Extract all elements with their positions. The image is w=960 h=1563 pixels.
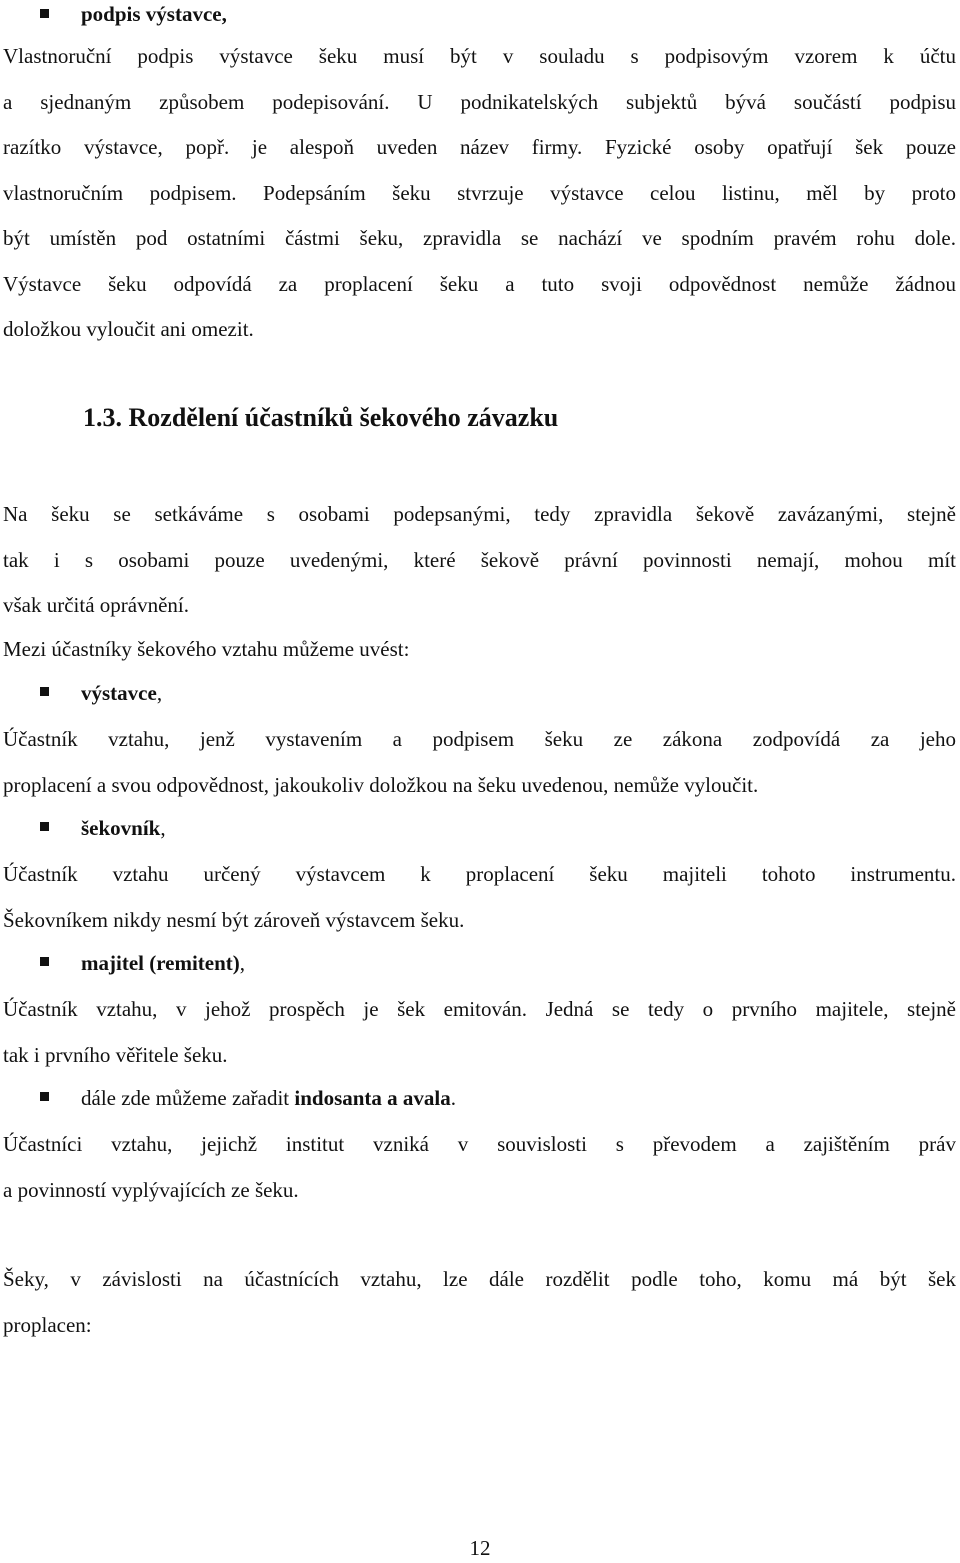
text-line: proplacení a svou odpovědnost, jakoukoliv doložkou na šeku uvedenou, nemůže vyloučit.	[3, 772, 759, 797]
page-number: 12	[469, 1536, 491, 1560]
term: šekovník	[81, 816, 161, 840]
text-line: doložkou vyloučit ani omezit.	[3, 317, 254, 341]
term-suffix: ,	[239, 951, 246, 975]
paragraph-intro	[3, 492, 956, 629]
text-line: tak i prvního věřitele šeku.	[3, 1042, 228, 1067]
text-line: být umístěn pod ostatními částmi šeku, zpravidla se nachází ve spodním pravém rohu dole.	[3, 226, 956, 250]
text-line: Účastník vztahu určený výstavcem k proplacení šeku majiteli tohoto instrumentu.	[3, 862, 956, 886]
text-line: a sjednaným způsobem podepisování. U podnikatelských subjektů bývá součástí podpisu	[3, 89, 956, 114]
term-suffix: ,	[160, 816, 166, 840]
text-line: tak i s osobami pouze uvedenými, které šekově právní povinnosti nemají, mohou mít	[3, 547, 956, 572]
text-line: Šeky, v závislosti na účastnících vztahu, lze dále rozdělit podle toho, komu má být šek	[3, 1267, 956, 1291]
text-line: však určitá oprávnění.	[3, 593, 190, 617]
term: majitel (remitent)	[81, 951, 240, 975]
text-line: Účastníci vztahu, jejichž institut vzniká v souvislosti s převodem a zajištěním práv	[3, 1132, 956, 1156]
paragraph-dale	[3, 1122, 956, 1213]
term-suffix: ,	[156, 681, 163, 705]
term: indosanta a avala	[294, 1086, 451, 1110]
text-line: Šekovníkem nikdy nesmí být zároveň výstavcem šeku.	[3, 907, 465, 932]
text-line: Výstavce šeku odpovídá za proplacení šeku a tuto svoji odpovědnost nemůže žádnou	[3, 271, 956, 296]
paragraph-majitel	[3, 987, 956, 1078]
text-line: vlastnoručním podpisem. Podepsáním šeku stvrzuje výstavce celou listinu, měl by proto	[3, 180, 956, 205]
paragraph-podpis	[3, 34, 956, 353]
bullet-item-dale	[81, 1083, 456, 1113]
square-bullet-icon	[40, 9, 49, 18]
bullet-item-majitel	[81, 948, 245, 978]
square-bullet-icon	[40, 957, 49, 966]
square-bullet-icon	[40, 1092, 49, 1101]
paragraph-vystavce	[3, 717, 956, 808]
bullet-item-vystavce	[81, 678, 162, 708]
term: výstavce	[81, 681, 157, 705]
paragraph-sekovnik	[3, 852, 956, 943]
text-line: razítko výstavce, popř. je alespoň uveden název firmy. Fyzické osoby opatřují šek pouze	[3, 135, 956, 159]
participants-intro	[3, 627, 956, 673]
square-bullet-icon	[40, 822, 49, 831]
text-line: Účastník vztahu, jenž vystavením a podpisem šeku ze zákona zodpovídá za jeho	[3, 727, 956, 751]
term-suffix: .	[450, 1086, 456, 1110]
text-line: Mezi účastníky šekového vztahu můžeme uvést:	[3, 637, 410, 661]
bullet-item-sekovnik	[81, 813, 166, 843]
square-bullet-icon	[40, 687, 49, 696]
text-line: Vlastnoruční podpis výstavce šeku musí být v souladu s podpisovým vzorem k účtu	[3, 44, 956, 68]
text-line: proplacen:	[3, 1312, 92, 1337]
bullet-heading-podpis: podpis výstavce,	[81, 2, 227, 26]
text-line: a povinností vyplývajících ze šeku.	[3, 1177, 299, 1202]
prefix: dále zde můžeme zařadit	[81, 1086, 295, 1110]
paragraph-deleni	[3, 1257, 956, 1348]
section-heading: 1.3. Rozdělení účastníků šekového závazku	[83, 403, 559, 432]
text-line: Na šeku se setkáváme s osobami podepsanými, tedy zpravidla šekově zavázanými, stejně	[3, 502, 956, 526]
text-line: Účastník vztahu, v jehož prospěch je šek emitován. Jedná se tedy o prvního majitele, stejně	[3, 997, 956, 1021]
